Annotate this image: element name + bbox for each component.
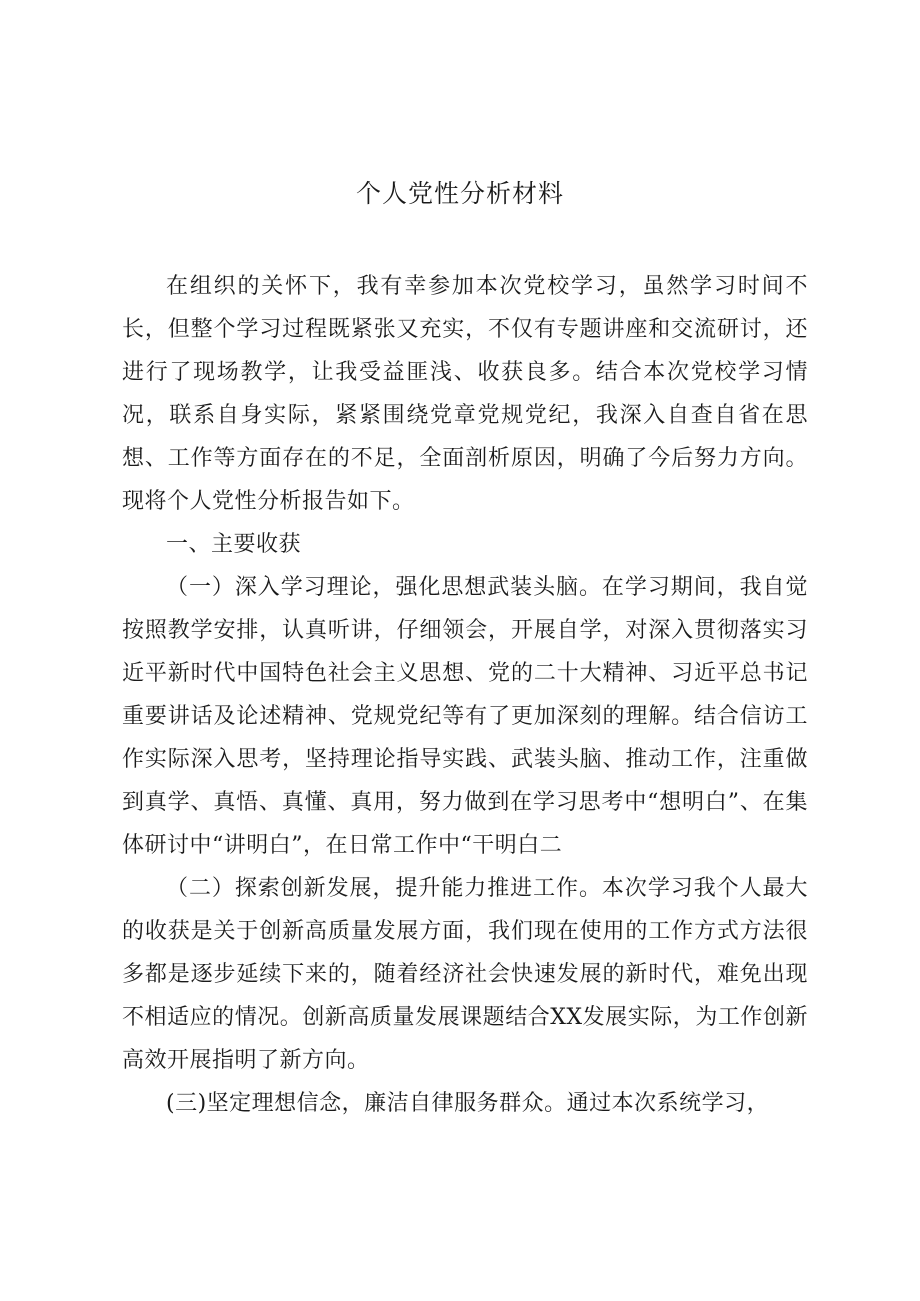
document-body bbox=[122, 265, 808, 1125]
section-heading-main-gains: 一、主要收获 bbox=[166, 532, 302, 557]
paragraph-intro: 在组织的关怀下，我有幸参加本次党校学习，虽然学习时间不长，但整个学习过程既紧张又充实，不仅有专题讲座和交流研讨，还进行了现场教学，让我受益匪浅、收获良多。结合本次党校学习情况，联系自身实际，紧紧围绕党章党规党纪，我深入自查自省在思想、工作等方面存在的不足，全面剖析原因，明确了今后努力方向。现将个人党性分析报告如下。 bbox=[122, 274, 808, 514]
paragraph-gain-3: (三)坚定理想信念，廉洁自律服务群众。通过本次系统学习， bbox=[166, 1091, 770, 1116]
paragraph-gain-1: （一）深入学习理论，强化思想武装头脑。在学习期间，我自觉按照教学安排，认真听讲，仔细领会，开展自学，对深入贯彻落实习近平新时代中国特色社会主义思想、党的二十大精神、习近平总书记重要讲话及论述精神、党规党纪等有了更加深刻的理解。结合信访工作实际深入思考，坚持理论指导实践、武装头脑、推动工作，注重做到真学、真悟、真懂、真用，努力做到在学习思考中“想明白”、在集体研讨中“讲明白”，在日常工作中“干明白二 bbox=[122, 575, 808, 858]
paragraph-gain-2: （二）探索创新发展，提升能力推进工作。本次学习我个人最大的收获是关于创新高质量发展方面，我们现在使用的工作方式方法很多都是逐步延续下来的，随着经济社会快速发展的新时代，难免出现不相适应的情况。创新高质量发展课题结合XX发展实际，为工作创新高效开展指明了新方向。 bbox=[122, 876, 808, 1073]
document-title: 个人党性分析材料 bbox=[355, 179, 564, 208]
